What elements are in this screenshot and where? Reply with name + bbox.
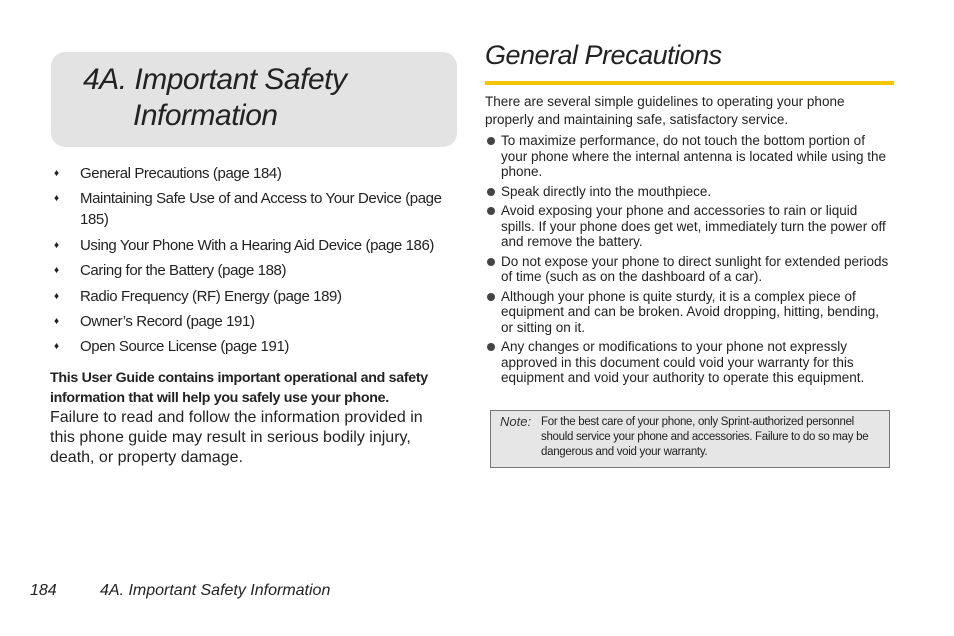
toc-item[interactable] [51, 188, 451, 230]
toc-item-label: Open Source License (page 191) [80, 338, 289, 355]
precaution-text: Although your phone is quite sturdy, it is a complex piece of equipment and can be broken. Avoid dropping, hitting, bending, or sitting on it. [501, 288, 880, 335]
chapter-title-line-2: Information [133, 99, 278, 132]
diamond-bullet-icon: ♦ [54, 291, 59, 302]
round-bullet-icon [487, 258, 495, 266]
diamond-bullet-icon: ♦ [54, 240, 59, 251]
toc-item-label: Owner’s Record (page 191) [80, 313, 255, 330]
precaution-item [485, 339, 893, 386]
toc-item-label: Using Your Phone With a Hearing Aid Device (page 186) [80, 237, 435, 254]
precaution-text: Avoid exposing your phone and accessories to rain or liquid spills. If your phone does get wet, immediately turn the power off and remove the battery. [501, 203, 886, 249]
diamond-bullet-icon: ♦ [54, 265, 59, 276]
chapter-contents-list [51, 163, 451, 357]
toc-item[interactable] [51, 336, 451, 357]
diamond-bullet-icon: ♦ [54, 193, 59, 204]
chapter-title-line-1: 4A. Important Safety [83, 63, 347, 96]
precaution-text: Any changes or modifications to your phone not expressly approved in this document could void your warranty for this equipment and void your authority to operate this equipment. [501, 339, 865, 385]
round-bullet-icon [487, 207, 495, 215]
precaution-text: Speak directly into the mouthpiece. [501, 183, 712, 199]
toc-item[interactable] [51, 163, 451, 184]
toc-item[interactable] [51, 260, 451, 281]
precaution-text: To maximize performance, do not touch the bottom portion of your phone where the internal antenna is located while using the phone. [501, 133, 887, 179]
page-footer [30, 582, 330, 600]
precaution-item [485, 133, 893, 180]
safety-warning-paragraph [50, 368, 440, 468]
diamond-bullet-icon: ♦ [54, 168, 59, 179]
section-title-rule [485, 81, 894, 85]
diamond-bullet-icon: ♦ [54, 341, 59, 352]
precaution-item [485, 289, 893, 336]
precautions-list [485, 133, 893, 390]
round-bullet-icon [487, 343, 495, 351]
round-bullet-icon [487, 188, 495, 196]
round-bullet-icon [487, 137, 495, 145]
round-bullet-icon [487, 293, 495, 301]
section-title: General Precautions [485, 40, 722, 70]
footer-chapter-title: 4A. Important Safety Information [100, 582, 331, 599]
precaution-item [485, 254, 893, 285]
toc-item-label: Caring for the Battery (page 188) [80, 262, 287, 279]
toc-item[interactable] [51, 235, 451, 256]
page-number: 184 [30, 582, 57, 599]
precaution-item [485, 203, 893, 250]
note-text: For the best care of your phone, only Sprint-authorized personnel should service your phone and accessories. Failure to do so may be dangerous and void your warranty. [541, 416, 869, 458]
toc-item[interactable] [51, 286, 451, 307]
diamond-bullet-icon: ♦ [54, 316, 59, 327]
note-box [490, 410, 890, 468]
precaution-text: Do not expose your phone to direct sunlight for extended periods of time (such as on the dashboard of a car). [501, 253, 889, 284]
section-intro: There are several simple guidelines to operating your phone properly and maintaining safe, satisfactory service. [485, 94, 845, 127]
toc-item-label: Radio Frequency (RF) Energy (page 189) [80, 288, 342, 305]
toc-item[interactable] [51, 311, 451, 332]
safety-warning-bold: This User Guide contains important operational and safety information that will help you safely use your phone. [50, 370, 428, 406]
toc-item-label: Maintaining Safe Use of and Access to Your Device (page 185) [80, 190, 442, 228]
chapter-title-box [51, 52, 457, 147]
precaution-item [485, 184, 893, 200]
safety-warning-regular: Failure to read and follow the information provided in this phone guide may result in serious bodily injury, death, or property damage. [50, 409, 423, 466]
toc-item-label: General Precautions (page 184) [80, 165, 282, 182]
chapter-title [83, 62, 457, 134]
note-label: Note: [500, 414, 532, 429]
